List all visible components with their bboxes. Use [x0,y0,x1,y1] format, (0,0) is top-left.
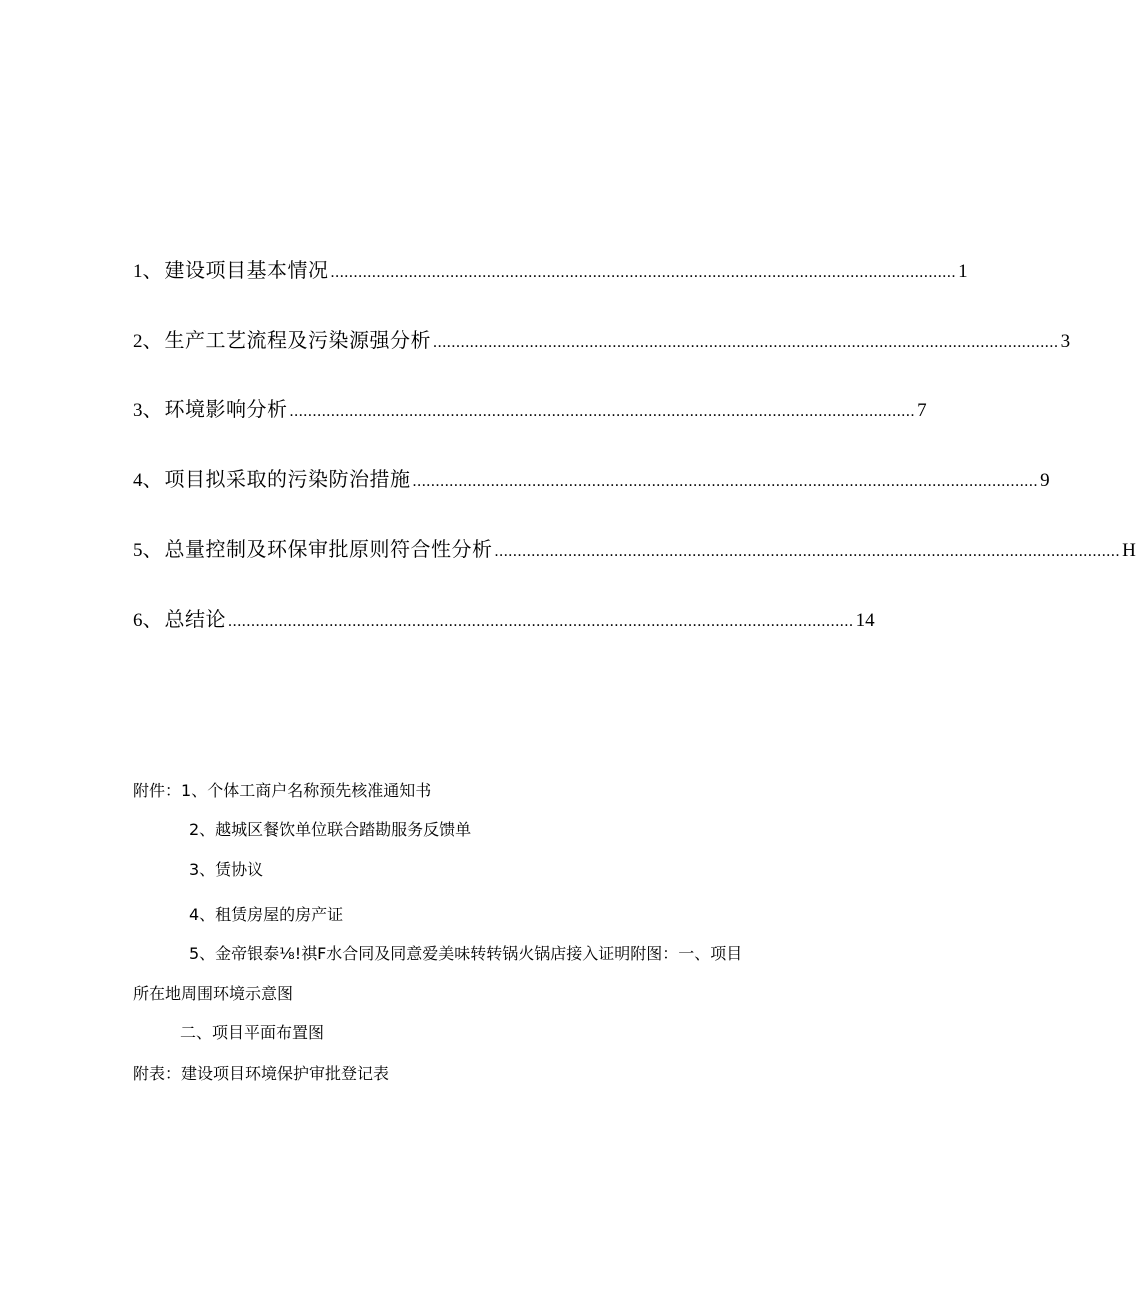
toc-entry-number: 1 [133,261,143,282]
attachment-text: 3、赁协议 [189,860,264,879]
toc-dot-leader: ........................................................................................................................................ [412,473,1039,490]
toc-entry-page: 7 [917,400,927,421]
attachment-item-5 [189,941,742,967]
toc-entry-1[interactable] [133,250,968,290]
toc-dot-leader: ........................................................................................................................................ [494,543,1121,560]
attached-table-label: 附表： [133,1064,182,1083]
toc-entry-5[interactable] [133,529,1136,569]
attached-table-line [133,1061,389,1087]
toc-entry-title: 建设项目基本情况 [164,258,329,282]
toc-entry-6[interactable] [133,599,875,639]
toc-entry-title: 总结论 [164,607,226,631]
toc-entry-title: 生产工艺流程及污染源强分析 [164,328,431,352]
toc-entry-page: 9 [1040,470,1050,491]
attached-table-text: 建设项目环境保护审批登记表 [181,1064,390,1083]
toc-entry-number: 6 [133,610,143,631]
toc-entry-separator: 、 [142,258,163,282]
attachments-label: 附件： [133,781,182,800]
toc-entry-3[interactable] [133,389,927,429]
attachment-text: 4、租赁房屋的房产证 [189,905,344,924]
toc-entry-page: 14 [855,610,875,631]
toc-entry-separator: 、 [142,467,163,491]
toc-entry-4[interactable] [133,459,1050,499]
attachment-text: 1、个体工商户名称预先核准通知书 [181,781,432,800]
toc-entry-separator: 、 [142,397,163,421]
attachment-item-4 [189,902,343,928]
figure-item-2 [180,1020,324,1046]
attachment-item-2 [189,817,471,843]
toc-dot-leader: ........................................................................................................................................ [289,403,916,420]
toc-dot-leader: ........................................................................................................................................ [433,334,1059,351]
toc-entry-separator: 、 [142,328,163,352]
attachment-text: 2、越城区餐饮单位联合踏勘服务反馈单 [189,820,472,839]
toc-entry-number: 5 [133,540,143,561]
toc-dot-leader: ........................................................................................................................................ [228,613,854,630]
toc-entry-page: 1 [958,261,968,282]
toc-entry-separator: 、 [142,537,163,561]
attachment-text: 5、金帝银泰⅛!祺F水合同及同意爱美味转转锅火锅店接入证明附图：一、项目 [189,944,743,963]
toc-entry-title: 总量控制及环保审批原则符合性分析 [164,537,493,561]
toc-entry-number: 2 [133,331,143,352]
toc-dot-leader: ........................................................................................................................................ [330,264,957,281]
toc-entry-2[interactable] [133,320,1071,360]
attachment-text: 所在地周围环境示意图 [133,984,294,1003]
toc-entry-page: H [1122,540,1136,561]
attachment-item-1 [133,778,431,804]
toc-entry-title: 环境影响分析 [164,397,288,421]
toc-entry-number: 4 [133,470,143,491]
toc-entry-title: 项目拟采取的污染防治措施 [164,467,411,491]
attachment-continuation [133,981,293,1007]
attachment-item-3 [189,857,263,883]
figure-text: 二、项目平面布置图 [180,1023,325,1042]
toc-entry-page: 3 [1060,331,1071,352]
toc-entry-number: 3 [133,400,143,421]
toc-entry-separator: 、 [142,607,163,631]
